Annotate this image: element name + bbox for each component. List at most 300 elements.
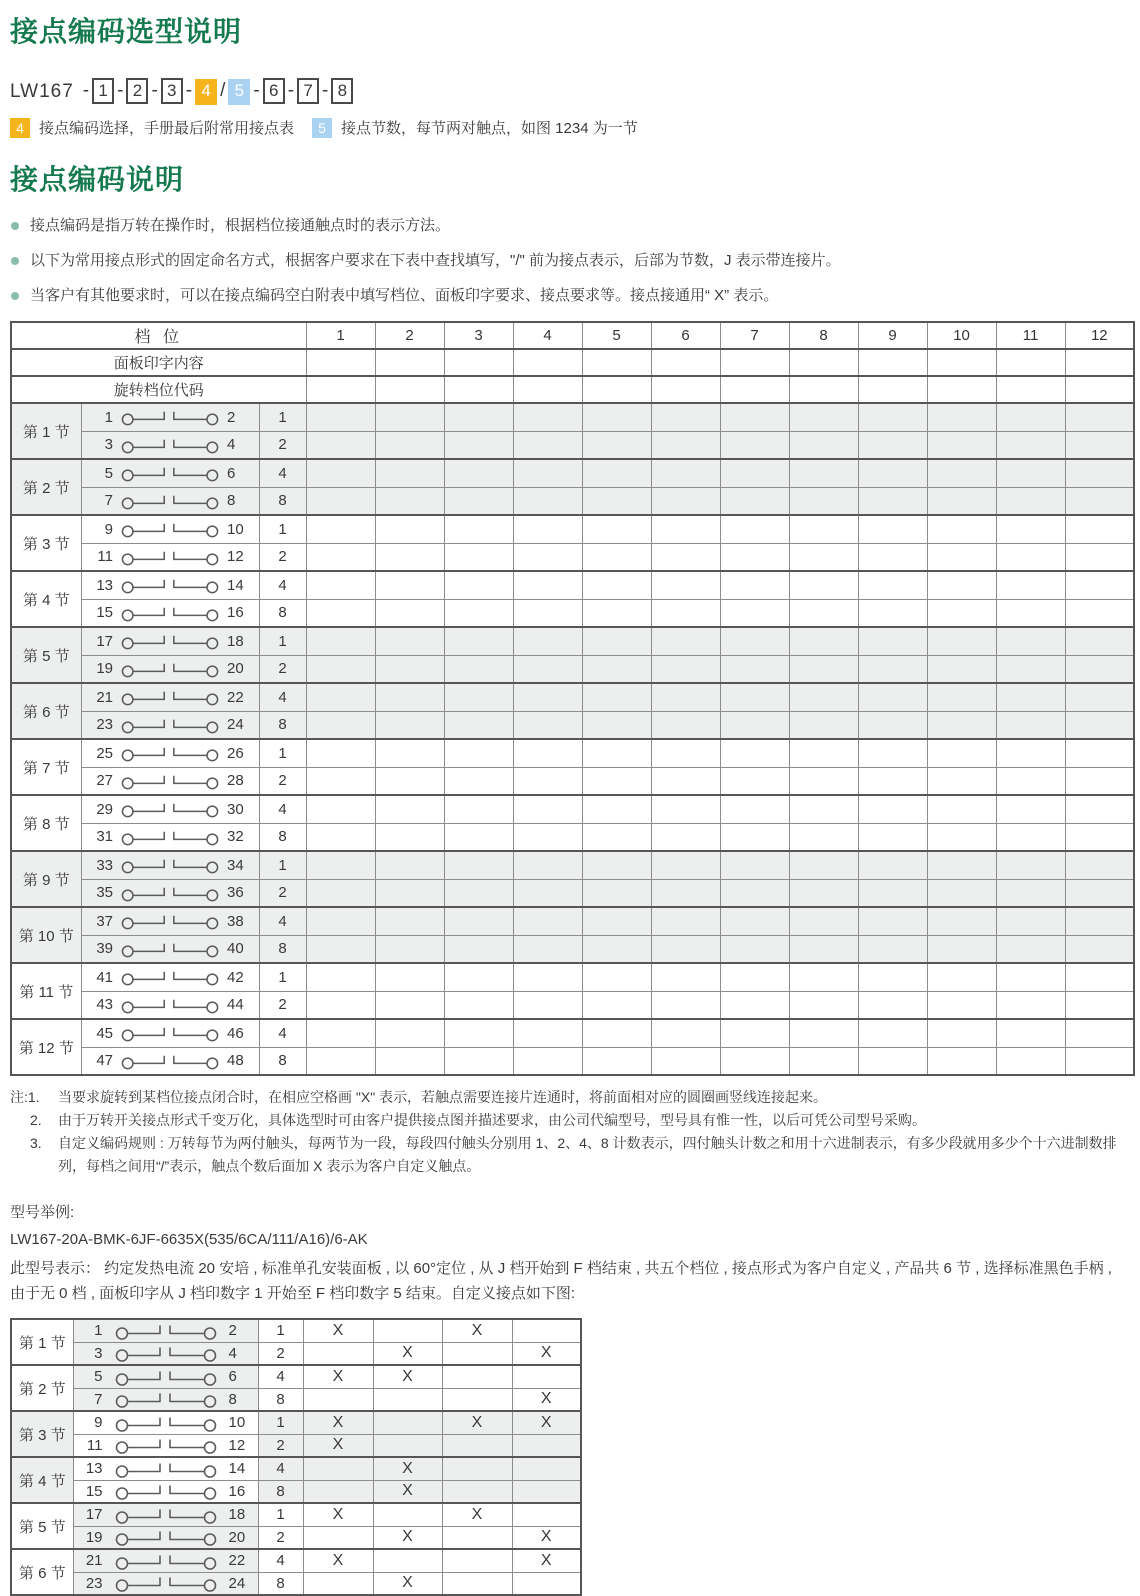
empty-position-cell [375,795,444,823]
contact-code: 2 [259,431,306,459]
empty-position-cell [927,739,996,767]
contact-code: 1 [259,627,306,655]
contact-closed-mark: X [512,1388,581,1411]
contact-pin-left: 9 [104,520,113,538]
contact-code: 2 [259,767,306,795]
empty-position-cell [1065,963,1134,991]
switch-contact-icon [120,1051,220,1071]
empty-position-cell [720,683,789,711]
contact-pin-right: 44 [227,996,244,1014]
empty-position-cell [996,376,1065,403]
empty-position-cell [720,571,789,599]
empty-position-cell [513,431,582,459]
empty-position-cell [306,403,375,431]
empty-position-cell [858,487,927,515]
empty-position-cell [442,1526,512,1549]
rotation-code-row [11,376,1134,403]
switch-contact-icon [120,463,220,483]
empty-position-cell [373,1388,442,1411]
empty-position-cell [720,403,789,431]
switch-contact-icon [120,1023,220,1043]
contact-code: 4 [259,1019,306,1047]
model-segment-box-6: 6 [263,78,285,104]
empty-position-cell [996,1019,1065,1047]
custom-contact-row [11,1365,581,1388]
empty-position-cell [651,571,720,599]
empty-position-cell [651,739,720,767]
empty-position-cell [375,403,444,431]
contact-diagram [81,1019,259,1047]
empty-position-cell [789,963,858,991]
empty-position-cell [582,711,651,739]
contact-row [11,851,1134,879]
legend-item-5 [312,117,638,138]
contact-pin-left: 41 [96,968,113,986]
custom-contact-row [11,1549,581,1572]
note-marker: 注:1. [10,1089,40,1105]
contact-pin-right: 8 [228,1390,237,1408]
note-marker: 2. [30,1112,42,1128]
note-item [10,1109,1131,1132]
empty-position-cell [720,376,789,403]
rotation-code-label: 旋转档位代码 [11,376,306,403]
empty-position-cell [720,767,789,795]
contact-pin-left: 27 [96,772,113,790]
empty-position-cell [1065,795,1134,823]
contact-row [11,403,1134,431]
page-title-coding: 接点编码说明 [10,164,185,195]
empty-position-cell [858,907,927,935]
empty-position-cell [582,1047,651,1075]
section-label: 第 6 节 [11,683,81,739]
empty-position-cell [996,403,1065,431]
empty-position-cell [858,711,927,739]
contact-code: 2 [259,879,306,907]
empty-position-cell [375,879,444,907]
contact-row [11,711,1134,739]
empty-position-cell [1065,767,1134,795]
contact-pin-left: 35 [96,884,113,902]
empty-position-cell [582,907,651,935]
empty-position-cell [927,376,996,403]
empty-position-cell [1065,655,1134,683]
contact-pin-left: 5 [94,1368,103,1386]
empty-position-cell [927,683,996,711]
contact-closed-mark: X [303,1434,373,1457]
empty-position-cell [303,1480,373,1503]
empty-position-cell [720,991,789,1019]
empty-position-cell [375,711,444,739]
empty-position-cell [513,879,582,907]
empty-position-cell [306,683,375,711]
empty-position-cell [512,1319,581,1342]
empty-position-cell [927,1019,996,1047]
contact-pin-left: 31 [96,828,113,846]
contact-pin-right: 24 [227,716,244,734]
contact-pin-left: 13 [85,1460,103,1478]
contact-code: 8 [258,1388,303,1411]
contact-pin-right: 20 [228,1528,246,1546]
empty-position-cell [513,1019,582,1047]
empty-position-cell [373,1434,442,1457]
contact-code: 2 [258,1526,303,1549]
empty-position-cell [651,515,720,543]
empty-position-cell [375,349,444,376]
empty-position-cell [306,963,375,991]
contact-coding-table [10,321,1135,1076]
empty-position-cell [720,487,789,515]
empty-position-cell [996,515,1065,543]
contact-pin-left: 3 [94,1344,103,1362]
empty-position-cell [375,767,444,795]
empty-position-cell [651,823,720,851]
empty-position-cell [651,627,720,655]
contact-pin-right: 24 [228,1574,246,1592]
empty-position-cell [444,991,513,1019]
empty-position-cell [306,515,375,543]
empty-position-cell [927,655,996,683]
empty-position-cell [1065,683,1134,711]
empty-position-cell [720,935,789,963]
empty-position-cell [513,376,582,403]
contact-code: 1 [259,515,306,543]
contact-pin-left: 25 [96,744,113,762]
switch-contact-icon [110,1481,222,1501]
contact-pin-left: 39 [96,940,113,958]
switch-contact-icon [110,1321,222,1341]
gear-position-column-4: 4 [513,322,582,349]
empty-position-cell [927,851,996,879]
empty-position-cell [789,515,858,543]
contact-pin-right: 4 [227,436,236,454]
empty-position-cell [996,655,1065,683]
contact-pin-left: 21 [96,688,113,706]
empty-position-cell [375,487,444,515]
empty-position-cell [513,487,582,515]
empty-position-cell [582,543,651,571]
empty-position-cell [513,991,582,1019]
model-segment-box-3: 3 [161,78,183,104]
empty-position-cell [1065,935,1134,963]
switch-contact-icon [110,1367,222,1387]
empty-position-cell [858,515,927,543]
empty-position-cell [927,571,996,599]
section-label: 第 11 节 [11,963,81,1019]
contact-pin-right: 18 [227,632,244,650]
empty-position-cell [582,487,651,515]
empty-position-cell [513,739,582,767]
empty-position-cell [927,627,996,655]
empty-position-cell [375,571,444,599]
contact-code: 4 [259,795,306,823]
contact-pin-left: 47 [96,1052,113,1070]
switch-contact-icon [110,1459,222,1479]
contact-diagram [81,851,259,879]
empty-position-cell [512,1457,581,1480]
contact-code: 1 [259,963,306,991]
empty-position-cell [582,459,651,487]
note-text: 自定义编码规则 : 万转每节为两付触头，每两节为一段，每段四付触头分别用 1、2、4、8 计数表示，四付触头计数之和用十六进制表示，有多少段就用多少个十六进制数排列，每档之间用“/”表示，触点个数后面加 X 表示为客户自定义触点。 [58,1135,1117,1174]
empty-position-cell [720,795,789,823]
contact-pin-left: 37 [96,912,113,930]
empty-position-cell [306,599,375,627]
empty-position-cell [306,935,375,963]
contact-closed-mark: X [512,1411,581,1434]
contact-pin-right: 16 [227,604,244,622]
contact-pin-left: 13 [96,576,113,594]
legend-row [10,117,1131,138]
empty-position-cell [651,1047,720,1075]
empty-position-cell [375,935,444,963]
gear-position-column-9: 9 [858,322,927,349]
empty-position-cell [444,431,513,459]
contact-diagram [81,795,259,823]
empty-position-cell [996,935,1065,963]
model-segment-box-4: 4 [195,79,217,105]
empty-position-cell [720,1019,789,1047]
empty-position-cell [512,1480,581,1503]
empty-position-cell [306,571,375,599]
contact-pin-right: 36 [227,884,244,902]
contact-closed-mark: X [373,1480,442,1503]
switch-contact-icon [110,1413,222,1433]
empty-position-cell [651,767,720,795]
section-label: 第 4 节 [11,1457,73,1503]
empty-position-cell [996,683,1065,711]
empty-position-cell [513,599,582,627]
contact-row [11,1019,1134,1047]
contact-pin-right: 20 [227,660,244,678]
legend-item-4 [10,117,294,138]
section-label: 第 9 节 [11,851,81,907]
empty-position-cell [375,543,444,571]
empty-position-cell [927,515,996,543]
contact-diagram [81,683,259,711]
bullet-list [10,216,1131,306]
empty-position-cell [582,963,651,991]
empty-position-cell [1065,851,1134,879]
contact-code: 1 [258,1503,303,1526]
contact-closed-mark: X [373,1457,442,1480]
empty-position-cell [444,403,513,431]
empty-position-cell [1065,907,1134,935]
contact-diagram [73,1342,258,1365]
switch-contact-icon [110,1505,222,1525]
empty-position-cell [720,879,789,907]
empty-position-cell [375,851,444,879]
custom-contact-row [11,1503,581,1526]
empty-position-cell [306,431,375,459]
section-label: 第 2 节 [11,459,81,515]
note-item [10,1086,1131,1109]
legend-chip-4: 4 [10,118,30,138]
contact-row [11,767,1134,795]
contact-pin-left: 1 [104,408,113,426]
contact-code: 1 [259,739,306,767]
contact-closed-mark: X [303,1365,373,1388]
empty-position-cell [720,459,789,487]
empty-position-cell [996,823,1065,851]
empty-position-cell [789,795,858,823]
empty-position-cell [789,1019,858,1047]
contact-diagram [81,487,259,515]
contact-closed-mark: X [303,1549,373,1572]
contact-diagram [81,571,259,599]
contact-pin-right: 12 [228,1436,246,1454]
empty-position-cell [1065,1047,1134,1075]
empty-position-cell [720,543,789,571]
contact-pin-left: 1 [94,1322,103,1340]
empty-position-cell [306,879,375,907]
contact-code: 4 [259,459,306,487]
custom-contact-row [11,1480,581,1503]
contact-pin-left: 7 [104,492,113,510]
notes-block [10,1086,1131,1178]
contact-row [11,571,1134,599]
empty-position-cell [444,599,513,627]
empty-position-cell [927,907,996,935]
empty-position-cell [444,515,513,543]
empty-position-cell [444,963,513,991]
empty-position-cell [513,459,582,487]
empty-position-cell [927,767,996,795]
model-segment-box-2: 2 [126,78,148,104]
section-label: 第 12 节 [11,1019,81,1075]
empty-position-cell [444,795,513,823]
empty-position-cell [789,627,858,655]
model-separator: / [220,80,226,101]
legend-text-4: 接点编码选择，手册最后附常用接点表 [39,120,295,137]
example-model-code: LW167-20A-BMK-6JF-6635X(535/6CA/111/A16)/6-AK [10,1231,368,1248]
empty-position-cell [651,879,720,907]
contact-diagram [81,823,259,851]
model-segment-box-7: 7 [297,78,319,104]
contact-diagram [81,991,259,1019]
contact-pin-left: 3 [104,436,113,454]
empty-position-cell [858,571,927,599]
empty-position-cell [306,376,375,403]
empty-position-cell [1065,879,1134,907]
empty-position-cell [789,711,858,739]
empty-position-cell [996,431,1065,459]
empty-position-cell [513,823,582,851]
empty-position-cell [513,711,582,739]
empty-position-cell [306,711,375,739]
empty-position-cell [303,1388,373,1411]
empty-position-cell [582,655,651,683]
contact-diagram [81,907,259,935]
switch-contact-icon [120,883,220,903]
empty-position-cell [927,543,996,571]
contact-pin-right: 2 [228,1322,237,1340]
empty-position-cell [513,627,582,655]
empty-position-cell [789,403,858,431]
switch-contact-icon [120,407,220,427]
gear-position-column-12: 12 [1065,322,1134,349]
gear-position-column-3: 3 [444,322,513,349]
empty-position-cell [582,1019,651,1047]
contact-closed-mark: X [303,1319,373,1342]
empty-position-cell [996,627,1065,655]
empty-position-cell [927,349,996,376]
empty-position-cell [306,487,375,515]
empty-position-cell [858,655,927,683]
empty-position-cell [444,739,513,767]
empty-position-cell [996,1047,1065,1075]
empty-position-cell [996,487,1065,515]
empty-position-cell [789,739,858,767]
empty-position-cell [858,349,927,376]
empty-position-cell [651,851,720,879]
empty-position-cell [927,991,996,1019]
section-label: 第 5 节 [11,627,81,683]
empty-position-cell [651,1019,720,1047]
empty-position-cell [582,599,651,627]
gear-position-header-row [11,322,1134,349]
empty-position-cell [858,627,927,655]
empty-position-cell [444,1047,513,1075]
contact-code: 1 [259,851,306,879]
model-example-block [10,1200,1131,1306]
contact-pin-left: 17 [85,1506,103,1524]
empty-position-cell [789,683,858,711]
empty-position-cell [720,431,789,459]
note-marker: 3. [30,1135,42,1151]
empty-position-cell [996,711,1065,739]
empty-position-cell [582,739,651,767]
contact-code: 4 [259,571,306,599]
empty-position-cell [306,627,375,655]
empty-position-cell [303,1342,373,1365]
bullet-text: 当客户有其他要求时，可以在接点编码空白附表中填写档位、面板印字要求、接点要求等。接点接通用“ X” 表示。 [30,287,779,304]
model-separator: - [117,80,124,101]
bullet-item [10,216,1131,236]
section-label: 第 7 节 [11,739,81,795]
empty-position-cell [651,403,720,431]
empty-position-cell [375,627,444,655]
empty-position-cell [373,1411,442,1434]
empty-position-cell [375,991,444,1019]
empty-position-cell [927,879,996,907]
empty-position-cell [996,907,1065,935]
contact-pin-right: 12 [227,548,244,566]
switch-contact-icon [120,547,220,567]
contact-row [11,627,1134,655]
empty-position-cell [1065,571,1134,599]
contact-code: 4 [258,1549,303,1572]
empty-position-cell [1065,543,1134,571]
contact-closed-mark: X [373,1342,442,1365]
empty-position-cell [651,543,720,571]
contact-row [11,935,1134,963]
bullet-item [10,251,1131,271]
empty-position-cell [306,1019,375,1047]
empty-position-cell [306,739,375,767]
empty-position-cell [651,487,720,515]
contact-pin-left: 23 [96,716,113,734]
contact-pin-right: 2 [227,408,236,426]
page-title-selection: 接点编码选型说明 [10,16,243,47]
empty-position-cell [513,795,582,823]
contact-row [11,487,1134,515]
empty-position-cell [789,459,858,487]
empty-position-cell [582,349,651,376]
contact-pin-left: 29 [96,800,113,818]
empty-position-cell [858,991,927,1019]
empty-position-cell [996,991,1065,1019]
switch-contact-icon [120,771,220,791]
empty-position-cell [444,907,513,935]
